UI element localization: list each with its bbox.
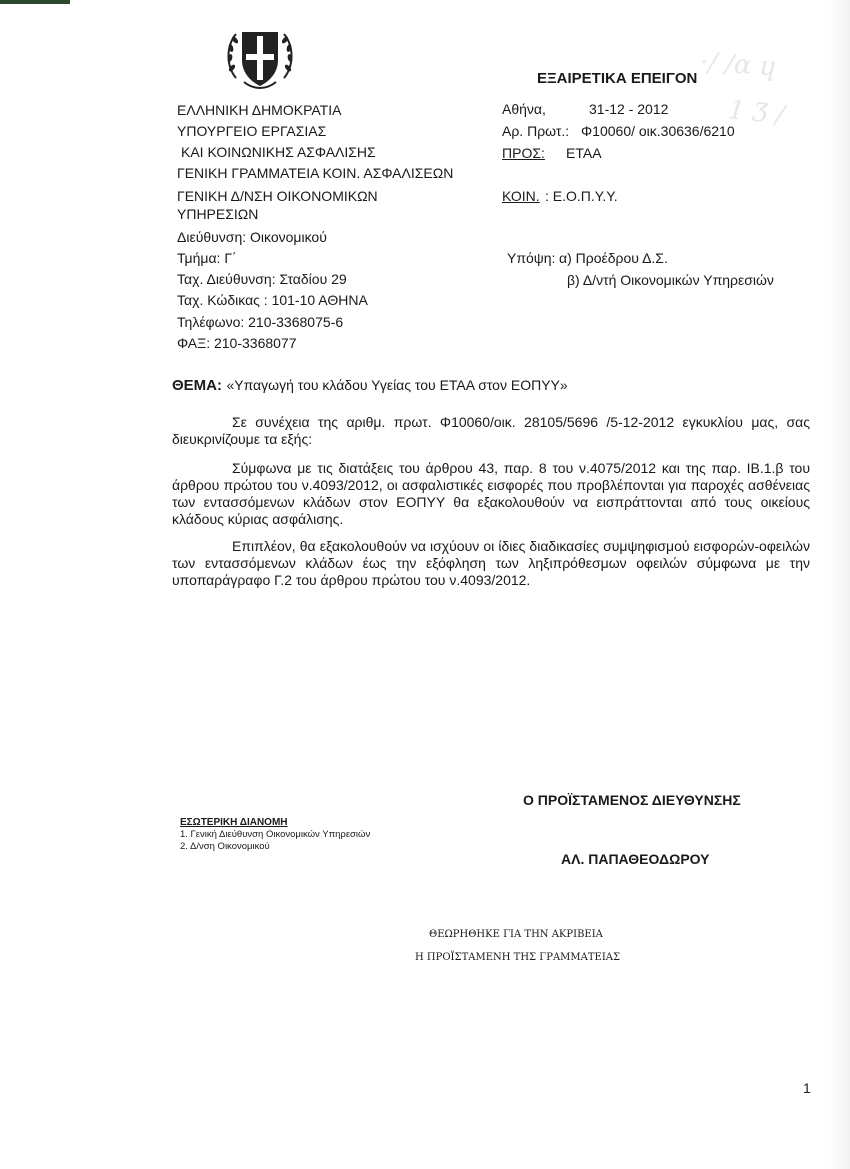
sender-line: ΓΕΝΙΚΗ ΓΡΑΜΜΑΤΕΙΑ ΚΟΙΝ. ΑΣΦΑΛΙΣΕΩΝ [177,165,454,181]
attention-label: Υπόψη: [507,250,556,266]
greek-state-emblem [224,22,296,92]
document-date: 31-12 - 2012 [589,101,669,117]
sender-line: ΕΛΛΗΝΙΚΗ ΔΗΜΟΚΡΑΤΙΑ [177,102,342,118]
distribution-heading: ΕΣΩΤΕΡΙΚΗ ΔΙΑΝΟΜΗ [180,817,288,828]
signatory-title: Ο ΠΡΟΪΣΤΑΜΕΝΟΣ ΔΙΕΥΘΥΝΣΗΣ [523,792,741,808]
subject-line [172,377,568,395]
scan-edge-shadow [828,0,850,1169]
sender-line: Τμήμα: Γ΄ [177,250,237,266]
certification-line: Η ΠΡΟΪΣΤΑΜΕΝΗ ΤΗΣ ΓΡΑΜΜΑΤΕΙΑΣ [415,952,621,963]
page-number: 1 [803,1080,811,1096]
attention-item: β) Δ/ντή Οικονομικών Υπηρεσιών [567,272,774,288]
subject-text: «Υπαγωγή του κλάδου Υγείας του ΕΤΑΑ στον ΕΟΠΥΥ» [226,377,568,393]
body-paragraph: Επιπλέον, θα εξακολουθούν να ισχύουν οι ίδιες διαδικασίες συμψηφισμού εισφορών-οφειλών των εντασσόμενων κλάδων έως την εξόφληση των ληξιπρόθεσμων οφειλών σύμφωνα με την υποπαράγραφο Γ.2 του άρθρου πρώτου του ν.4093/2012. [172,538,810,588]
urgency-label: ΕΞΑΙΡΕΤΙΚΑ ΕΠΕΙΓΟΝ [537,70,698,87]
sender-line: ΦΑΞ: 210-3368077 [177,335,297,351]
bleed-through-mark: 1 Ʒ / [726,95,786,131]
distribution-item: 2. Δ/νση Οικονομικού [180,841,270,852]
bleed-through-mark: ·/ /ɑ ɥ [699,47,778,83]
protocol-label: Αρ. Πρωτ.: [502,123,570,139]
sender-line: ΓΕΝΙΚΗ Δ/ΝΣΗ ΟΙΚΟΝΟΜΙΚΩΝ [177,188,378,204]
sender-line: ΥΠΟΥΡΓΕΙΟ ΕΡΓΑΣΙΑΣ [177,123,327,139]
signatory-name: ΑΛ. ΠΑΠΑΘΕΟΔΩΡΟΥ [561,851,710,867]
sender-line: Ταχ. Κώδικας : 101-10 ΑΘΗΝΑ [177,292,368,308]
attention-item: α) Προέδρου Δ.Σ. [559,250,668,266]
body-paragraph: Σύμφωνα με τις διατάξεις του άρθρου 43, παρ. 8 του ν.4075/2012 και της παρ. ΙΒ.1.β του άρθρου πρώτου του ν.4093/2012, οι ασφαλιστικές εισφορές που προβλέπονται για παροχές ασθένειας των εντασσόμενων κλάδων στον ΕΟΠΥΥ θα εξακολουθούν να εισπράττονται από τους οικείους κλάδους κύριας ασφάλισης. [172,460,810,527]
sender-line: Τηλέφωνο: 210-3368075-6 [177,314,344,330]
body-paragraph: Σε συνέχεια της αριθμ. πρωτ. Φ10060/οικ. 28105/5696 /5-12-2012 εγκυκλίου μας, σας διευκρινίζουμε τα εξής: [172,414,810,447]
distribution-item: 1. Γενική Διεύθυνση Οικονομικών Υπηρεσιών [180,829,371,840]
sender-line: ΥΠΗΡΕΣΙΩΝ [177,206,259,222]
place-label: Αθήνα, [502,101,546,117]
sender-line: Ταχ. Διεύθυνση: Σταδίου 29 [177,271,347,287]
subject-label: ΘΕΜΑ: [172,377,222,394]
recipient-label: ΠΡΟΣ: [502,145,545,161]
sender-line: ΚΑΙ ΚΟΙΝΩΝΙΚΗΣ ΑΣΦΑΛΙΣΗΣ [181,144,376,160]
cc-label: ΚΟΙΝ. [502,188,540,204]
recipient-value: ΕΤΑΑ [566,145,602,161]
sender-line: Διεύθυνση: Οικονομικού [177,229,327,245]
scan-corner-mark [0,0,70,4]
cc-value: : Ε.Ο.Π.Υ.Υ. [545,188,618,204]
certification-line: ΘΕΩΡΗΘΗΚΕ ΓΙΑ ΤΗΝ ΑΚΡΙΒΕΙΑ [429,929,603,940]
protocol-number: Φ10060/ οικ.30636/6210 [581,123,735,139]
